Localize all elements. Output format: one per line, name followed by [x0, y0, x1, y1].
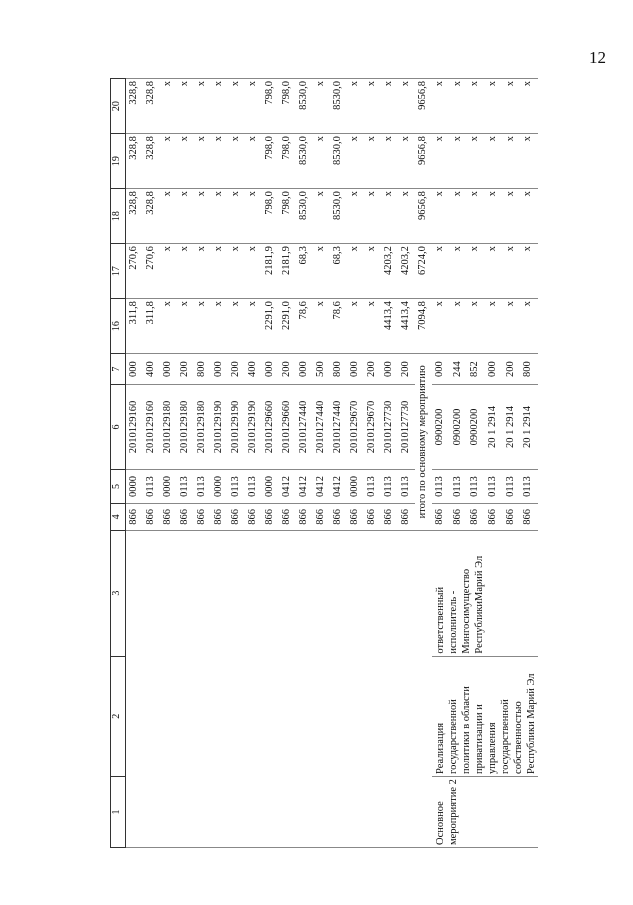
table-cell: 798,0: [279, 189, 296, 244]
table-cell: x: [228, 134, 245, 189]
total-value: 7094,8: [415, 299, 432, 354]
table-cell: 4413,4: [381, 299, 398, 354]
table-cell: 2010127440: [313, 385, 330, 470]
table-cell: 2181,9: [262, 244, 279, 299]
table-cell: 20 1 2914: [485, 385, 503, 470]
table-cell: x: [211, 189, 228, 244]
table-cell: 852: [467, 354, 485, 385]
header-cell: 2: [111, 656, 126, 776]
table-cell: 000: [126, 354, 144, 385]
table-cell: 2010129180: [177, 385, 194, 470]
table-cell: 400: [245, 354, 262, 385]
table-cell: 2010129670: [364, 385, 381, 470]
table-body: [126, 79, 539, 848]
table-cell: x: [450, 79, 468, 134]
table-cell: 2010129190: [245, 385, 262, 470]
table-cell: 798,0: [262, 79, 279, 134]
table-cell: x: [450, 134, 468, 189]
table-cell: 0900200: [450, 385, 468, 470]
table-cell: 866: [211, 504, 228, 530]
table-cell: x: [485, 79, 503, 134]
table-cell: 798,0: [279, 134, 296, 189]
table-cell: 2010127730: [381, 385, 398, 470]
table-cell: 2291,0: [262, 299, 279, 354]
table-cell: x: [364, 189, 381, 244]
table-cell: 0113: [450, 469, 468, 503]
table-cell: 8530,0: [296, 134, 313, 189]
table-cell: 866: [364, 504, 381, 530]
table-cell: 2010129660: [279, 385, 296, 470]
table-cell: 800: [520, 354, 538, 385]
table-cell: 328,8: [126, 189, 144, 244]
table-cell: 2010129660: [262, 385, 279, 470]
table-cell: 2010129180: [160, 385, 177, 470]
table-header: [111, 79, 126, 848]
table-cell: x: [432, 134, 450, 189]
table-cell: x: [245, 299, 262, 354]
header-cell: 16: [111, 299, 126, 354]
table-cell: x: [432, 299, 450, 354]
table-cell: 200: [177, 354, 194, 385]
table-cell: 0412: [279, 469, 296, 503]
table-cell: x: [467, 79, 485, 134]
table-cell: 0000: [262, 469, 279, 503]
table-cell: 0113: [177, 469, 194, 503]
header-cell: 19: [111, 134, 126, 189]
table-cell: x: [194, 134, 211, 189]
table-cell: x: [347, 134, 364, 189]
table-cell: x: [228, 79, 245, 134]
table-cell: 270,6: [143, 244, 160, 299]
table-cell: x: [313, 189, 330, 244]
table-cell: 000: [262, 354, 279, 385]
table-cell: 2010127730: [398, 385, 415, 470]
table-cell: x: [485, 244, 503, 299]
rotated-table-container: [110, 78, 537, 848]
table-cell: 328,8: [143, 134, 160, 189]
measure-number: Основное мероприятие 2: [432, 776, 538, 847]
table-cell: x: [432, 79, 450, 134]
table-cell: 0412: [330, 469, 347, 503]
table-cell: x: [211, 79, 228, 134]
table-cell: x: [347, 79, 364, 134]
table-cell: x: [485, 299, 503, 354]
table-cell: x: [245, 134, 262, 189]
table-cell: 800: [330, 354, 347, 385]
table-cell: x: [347, 189, 364, 244]
table-cell: x: [160, 189, 177, 244]
table-cell: 0113: [520, 469, 538, 503]
table-cell: 0113: [485, 469, 503, 503]
table-cell: 200: [364, 354, 381, 385]
table-cell: x: [177, 79, 194, 134]
table-cell: x: [194, 299, 211, 354]
empty-cell: [126, 530, 416, 847]
table-cell: 866: [432, 504, 450, 530]
table-cell: 000: [211, 354, 228, 385]
table-cell: 20 1 2914: [503, 385, 521, 470]
table-cell: x: [467, 134, 485, 189]
table-cell: x: [432, 189, 450, 244]
table-cell: x: [245, 79, 262, 134]
table-cell: x: [520, 134, 538, 189]
table-cell: x: [211, 244, 228, 299]
table-cell: x: [245, 189, 262, 244]
table-cell: 866: [485, 504, 503, 530]
table-cell: 798,0: [279, 79, 296, 134]
table-cell: x: [467, 244, 485, 299]
table-cell: 0000: [211, 469, 228, 503]
table-cell: x: [364, 79, 381, 134]
table-cell: 68,3: [296, 244, 313, 299]
header-cell: 17: [111, 244, 126, 299]
table-cell: 866: [279, 504, 296, 530]
table-cell: 000: [160, 354, 177, 385]
table-cell: 866: [330, 504, 347, 530]
table-cell: 000: [381, 354, 398, 385]
total-label: итого по основному мероприятию: [415, 354, 432, 530]
table-cell: x: [177, 244, 194, 299]
table-cell: 20 1 2914: [520, 385, 538, 470]
table-cell: x: [520, 189, 538, 244]
table-cell: 200: [279, 354, 296, 385]
table-cell: 866: [177, 504, 194, 530]
table-cell: 866: [228, 504, 245, 530]
table-cell: 500: [313, 354, 330, 385]
table-cell: x: [485, 134, 503, 189]
table-cell: 2181,9: [279, 244, 296, 299]
header-cell: 5: [111, 469, 126, 503]
table-cell: x: [160, 134, 177, 189]
table-cell: 0000: [126, 469, 144, 503]
table-cell: 400: [143, 354, 160, 385]
table-cell: x: [177, 189, 194, 244]
table-cell: x: [450, 244, 468, 299]
table-cell: x: [211, 134, 228, 189]
table-cell: x: [347, 299, 364, 354]
table-cell: x: [520, 79, 538, 134]
table-cell: 866: [262, 504, 279, 530]
table-cell: 78,6: [330, 299, 347, 354]
table-cell: x: [177, 299, 194, 354]
table-cell: 866: [450, 504, 468, 530]
table-cell: x: [381, 134, 398, 189]
table-cell: 2010129160: [143, 385, 160, 470]
table-cell: 311,8: [143, 299, 160, 354]
table-cell: 866: [347, 504, 364, 530]
table-cell: 866: [398, 504, 415, 530]
table-cell: 2291,0: [279, 299, 296, 354]
table-cell: 0900200: [467, 385, 485, 470]
table-cell: 866: [313, 504, 330, 530]
table-cell: x: [503, 244, 521, 299]
table-cell: 2010127440: [296, 385, 313, 470]
table-cell: x: [245, 244, 262, 299]
table-cell: 0113: [432, 469, 450, 503]
header-cell: 7: [111, 354, 126, 385]
table-cell: x: [160, 79, 177, 134]
table-cell: 000: [347, 354, 364, 385]
table-cell: 328,8: [126, 79, 144, 134]
table-cell: 0113: [381, 469, 398, 503]
total-row: [415, 79, 432, 848]
table-cell: 8530,0: [296, 79, 313, 134]
table-cell: x: [398, 189, 415, 244]
table-cell: x: [503, 299, 521, 354]
table-cell: x: [313, 79, 330, 134]
table-cell: 0113: [228, 469, 245, 503]
table-cell: x: [160, 244, 177, 299]
table-cell: 244: [450, 354, 468, 385]
table-cell: 68,3: [330, 244, 347, 299]
table-cell: x: [364, 299, 381, 354]
table-cell: x: [432, 244, 450, 299]
header-cell: 3: [111, 530, 126, 656]
table-cell: 866: [520, 504, 538, 530]
table-cell: 328,8: [143, 79, 160, 134]
table-cell: 866: [467, 504, 485, 530]
table-cell: x: [228, 299, 245, 354]
table-cell: x: [364, 134, 381, 189]
table-cell: x: [347, 244, 364, 299]
table-row: [432, 79, 450, 848]
table-cell: 200: [398, 354, 415, 385]
header-cell: 6: [111, 385, 126, 470]
table-cell: x: [503, 189, 521, 244]
table-row: [126, 79, 144, 848]
table-cell: x: [364, 244, 381, 299]
table-cell: 328,8: [126, 134, 144, 189]
responsible-executor: ответственный исполнитель - Мингосимущество РеспубликиМарий Эл: [432, 530, 538, 656]
table-cell: x: [450, 299, 468, 354]
table-cell: 866: [194, 504, 211, 530]
table-cell: 866: [381, 504, 398, 530]
table-cell: 4413,4: [398, 299, 415, 354]
total-value: 6724,0: [415, 244, 432, 299]
table-cell: x: [520, 244, 538, 299]
table-cell: x: [381, 189, 398, 244]
table-cell: x: [485, 189, 503, 244]
table-cell: 000: [485, 354, 503, 385]
table-cell: x: [381, 79, 398, 134]
table-cell: x: [177, 134, 194, 189]
table-cell: 866: [126, 504, 144, 530]
table-cell: x: [503, 79, 521, 134]
table-cell: 2010129160: [126, 385, 144, 470]
table-cell: x: [211, 299, 228, 354]
table-cell: 000: [432, 354, 450, 385]
table-cell: 0000: [160, 469, 177, 503]
table-cell: x: [313, 134, 330, 189]
table-cell: 866: [296, 504, 313, 530]
table-cell: 0900200: [432, 385, 450, 470]
table-cell: 0412: [296, 469, 313, 503]
table-cell: 866: [143, 504, 160, 530]
table-cell: 8530,0: [296, 189, 313, 244]
table-cell: x: [160, 299, 177, 354]
table-cell: 8530,0: [330, 79, 347, 134]
table-cell: 798,0: [262, 189, 279, 244]
table-cell: 2010129190: [211, 385, 228, 470]
table-cell: 200: [503, 354, 521, 385]
table-cell: x: [228, 244, 245, 299]
table-cell: 200: [228, 354, 245, 385]
table-cell: 8530,0: [330, 134, 347, 189]
table-cell: 0113: [503, 469, 521, 503]
table-cell: 0113: [467, 469, 485, 503]
table-cell: 78,6: [296, 299, 313, 354]
empty-cell: [415, 530, 432, 847]
table-cell: x: [450, 189, 468, 244]
header-cell: 18: [111, 189, 126, 244]
header-cell: 4: [111, 504, 126, 530]
table-cell: 800: [194, 354, 211, 385]
budget-table: [110, 78, 538, 848]
measure-title: Реализация государственной политики в области приватизации и управления государственной собственностью Республики Марий Эл: [432, 656, 538, 776]
table-cell: 2010129180: [194, 385, 211, 470]
table-cell: 866: [160, 504, 177, 530]
table-cell: x: [503, 134, 521, 189]
header-cell: 1: [111, 776, 126, 847]
table-cell: x: [467, 189, 485, 244]
total-value: 9656,8: [415, 189, 432, 244]
table-cell: x: [194, 244, 211, 299]
table-cell: 798,0: [262, 134, 279, 189]
table-cell: 866: [503, 504, 521, 530]
table-cell: x: [520, 299, 538, 354]
table-cell: x: [194, 189, 211, 244]
header-cell: 20: [111, 79, 126, 134]
table-cell: 0113: [143, 469, 160, 503]
table-cell: 8530,0: [330, 189, 347, 244]
total-value: 9656,8: [415, 134, 432, 189]
table-cell: x: [313, 244, 330, 299]
total-value: 9656,8: [415, 79, 432, 134]
table-cell: x: [313, 299, 330, 354]
table-cell: x: [194, 79, 211, 134]
table-cell: x: [467, 299, 485, 354]
table-cell: 2010127440: [330, 385, 347, 470]
table-cell: 866: [245, 504, 262, 530]
table-cell: 0113: [245, 469, 262, 503]
table-cell: x: [398, 79, 415, 134]
table-cell: 270,6: [126, 244, 144, 299]
page-number: 12: [589, 48, 606, 67]
table-cell: x: [228, 189, 245, 244]
table-cell: 0113: [398, 469, 415, 503]
table-cell: x: [398, 134, 415, 189]
table-cell: 0000: [347, 469, 364, 503]
table-cell: 000: [296, 354, 313, 385]
table-cell: 0113: [364, 469, 381, 503]
table-cell: 0412: [313, 469, 330, 503]
table-cell: 311,8: [126, 299, 144, 354]
table-cell: 2010129190: [228, 385, 245, 470]
table-cell: 0113: [194, 469, 211, 503]
table-cell: 2010129670: [347, 385, 364, 470]
table-cell: 328,8: [143, 189, 160, 244]
table-cell: 4203,2: [381, 244, 398, 299]
table-cell: 4203,2: [398, 244, 415, 299]
